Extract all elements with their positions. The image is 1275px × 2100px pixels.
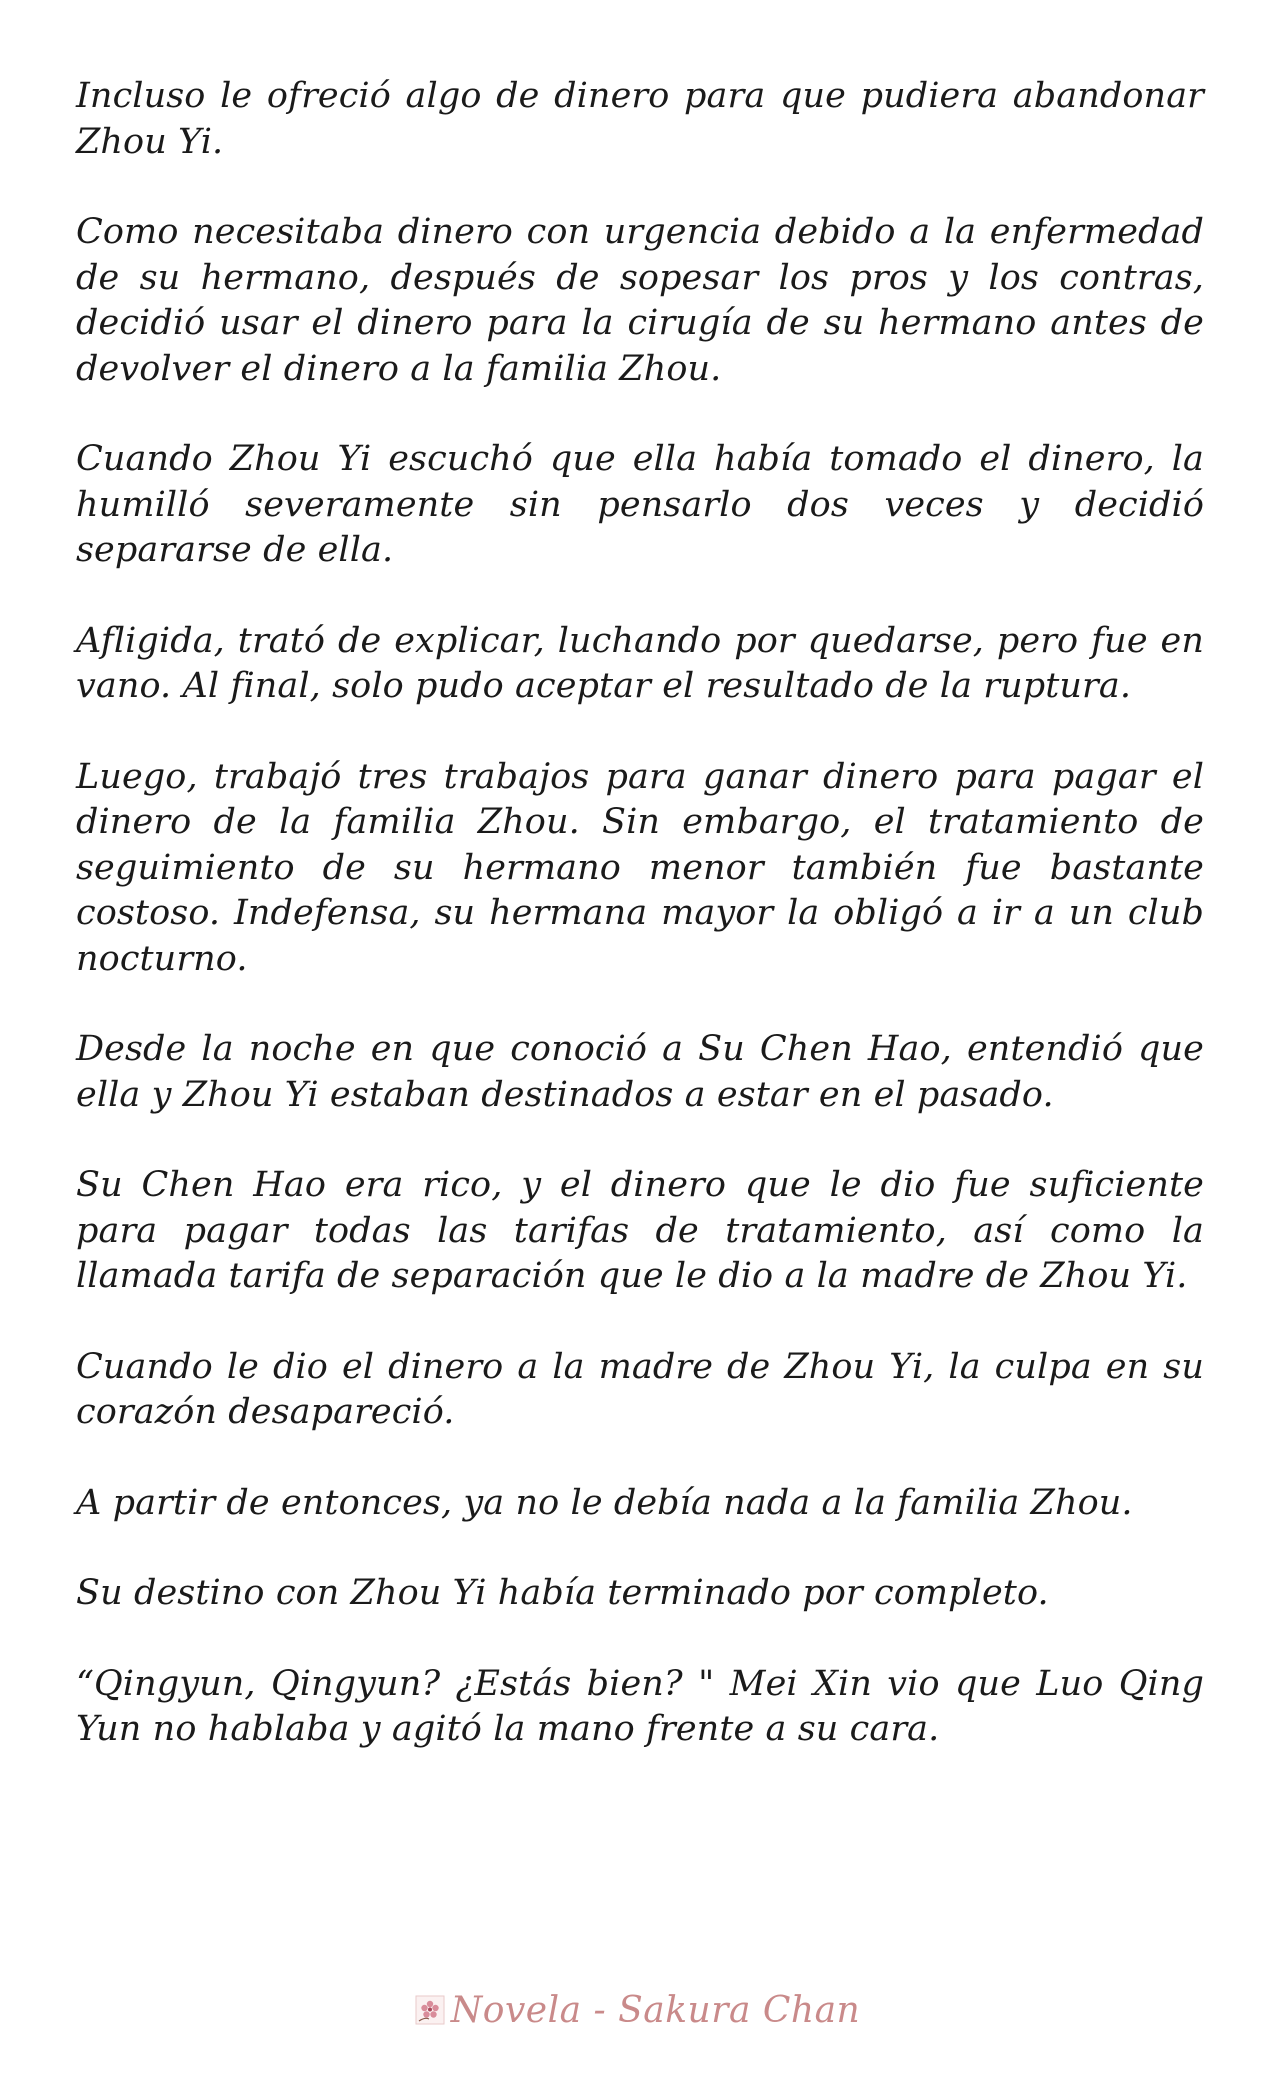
paragraph-2: Como necesitaba dinero con urgencia debido a la enfermedad de su hermano, después de sopesar los pros y los contras, decidió usar el dinero para la cirugía de su hermano antes de devolver el dinero a la familia Zhou. [76, 212, 1204, 389]
sakura-flower-icon [415, 1995, 445, 2025]
paragraph-11: “Qingyun, Qingyun? ¿Estás bien? " Mei Xin vio que Luo Qing Yun no hablaba y agitó la mano frente a su cara. [76, 1663, 1204, 1749]
paragraph-6: Desde la noche en que conoció a Su Chen Hao, entendió que ella y Zhou Yi estaban destinados a estar en el pasado. [76, 1029, 1204, 1115]
footer-brand [415, 1990, 860, 2031]
paragraph-8: Cuando le dio el dinero a la madre de Zhou Yi, la culpa en su corazón desapareció. [76, 1346, 1204, 1432]
paragraph-5: Luego, trabajó tres trabajos para ganar dinero para pagar el dinero de la familia Zhou. Sin embargo, el tratamiento de seguimiento de su hermano menor también fue bastante costoso. Indefensa, su hermana mayor la obligó a ir a un club nocturno. [76, 756, 1204, 979]
footer-label: Novela - Sakura Chan [450, 1989, 861, 2031]
paragraph-1: Incluso le ofreció algo de dinero para que pudiera abandonar Zhou Yi. [76, 76, 1204, 162]
paragraph-4: Afligida, trató de explicar, luchando por quedarse, pero fue en vano. Al final, solo pudo aceptar el resultado de la ruptura. [76, 620, 1204, 706]
footer-watermark [0, 1980, 1275, 2040]
story-text [76, 74, 1204, 1798]
paragraph-9: A partir de entonces, ya no le debía nada a la familia Zhou. [76, 1482, 1133, 1523]
paragraph-10: Su destino con Zhou Yi había terminado por completo. [76, 1573, 1049, 1613]
paragraph-7: Su Chen Hao era rico, y el dinero que le dio fue suficiente para pagar todas las tarifas de tratamiento, así como la llamada tarifa de separación que le dio a la madre de Zhou Yi. [76, 1165, 1204, 1296]
paragraph-3: Cuando Zhou Yi escuchó que ella había tomado el dinero, la humilló severamente sin pensarlo dos veces y decidió separarse de ella. [76, 439, 1204, 570]
